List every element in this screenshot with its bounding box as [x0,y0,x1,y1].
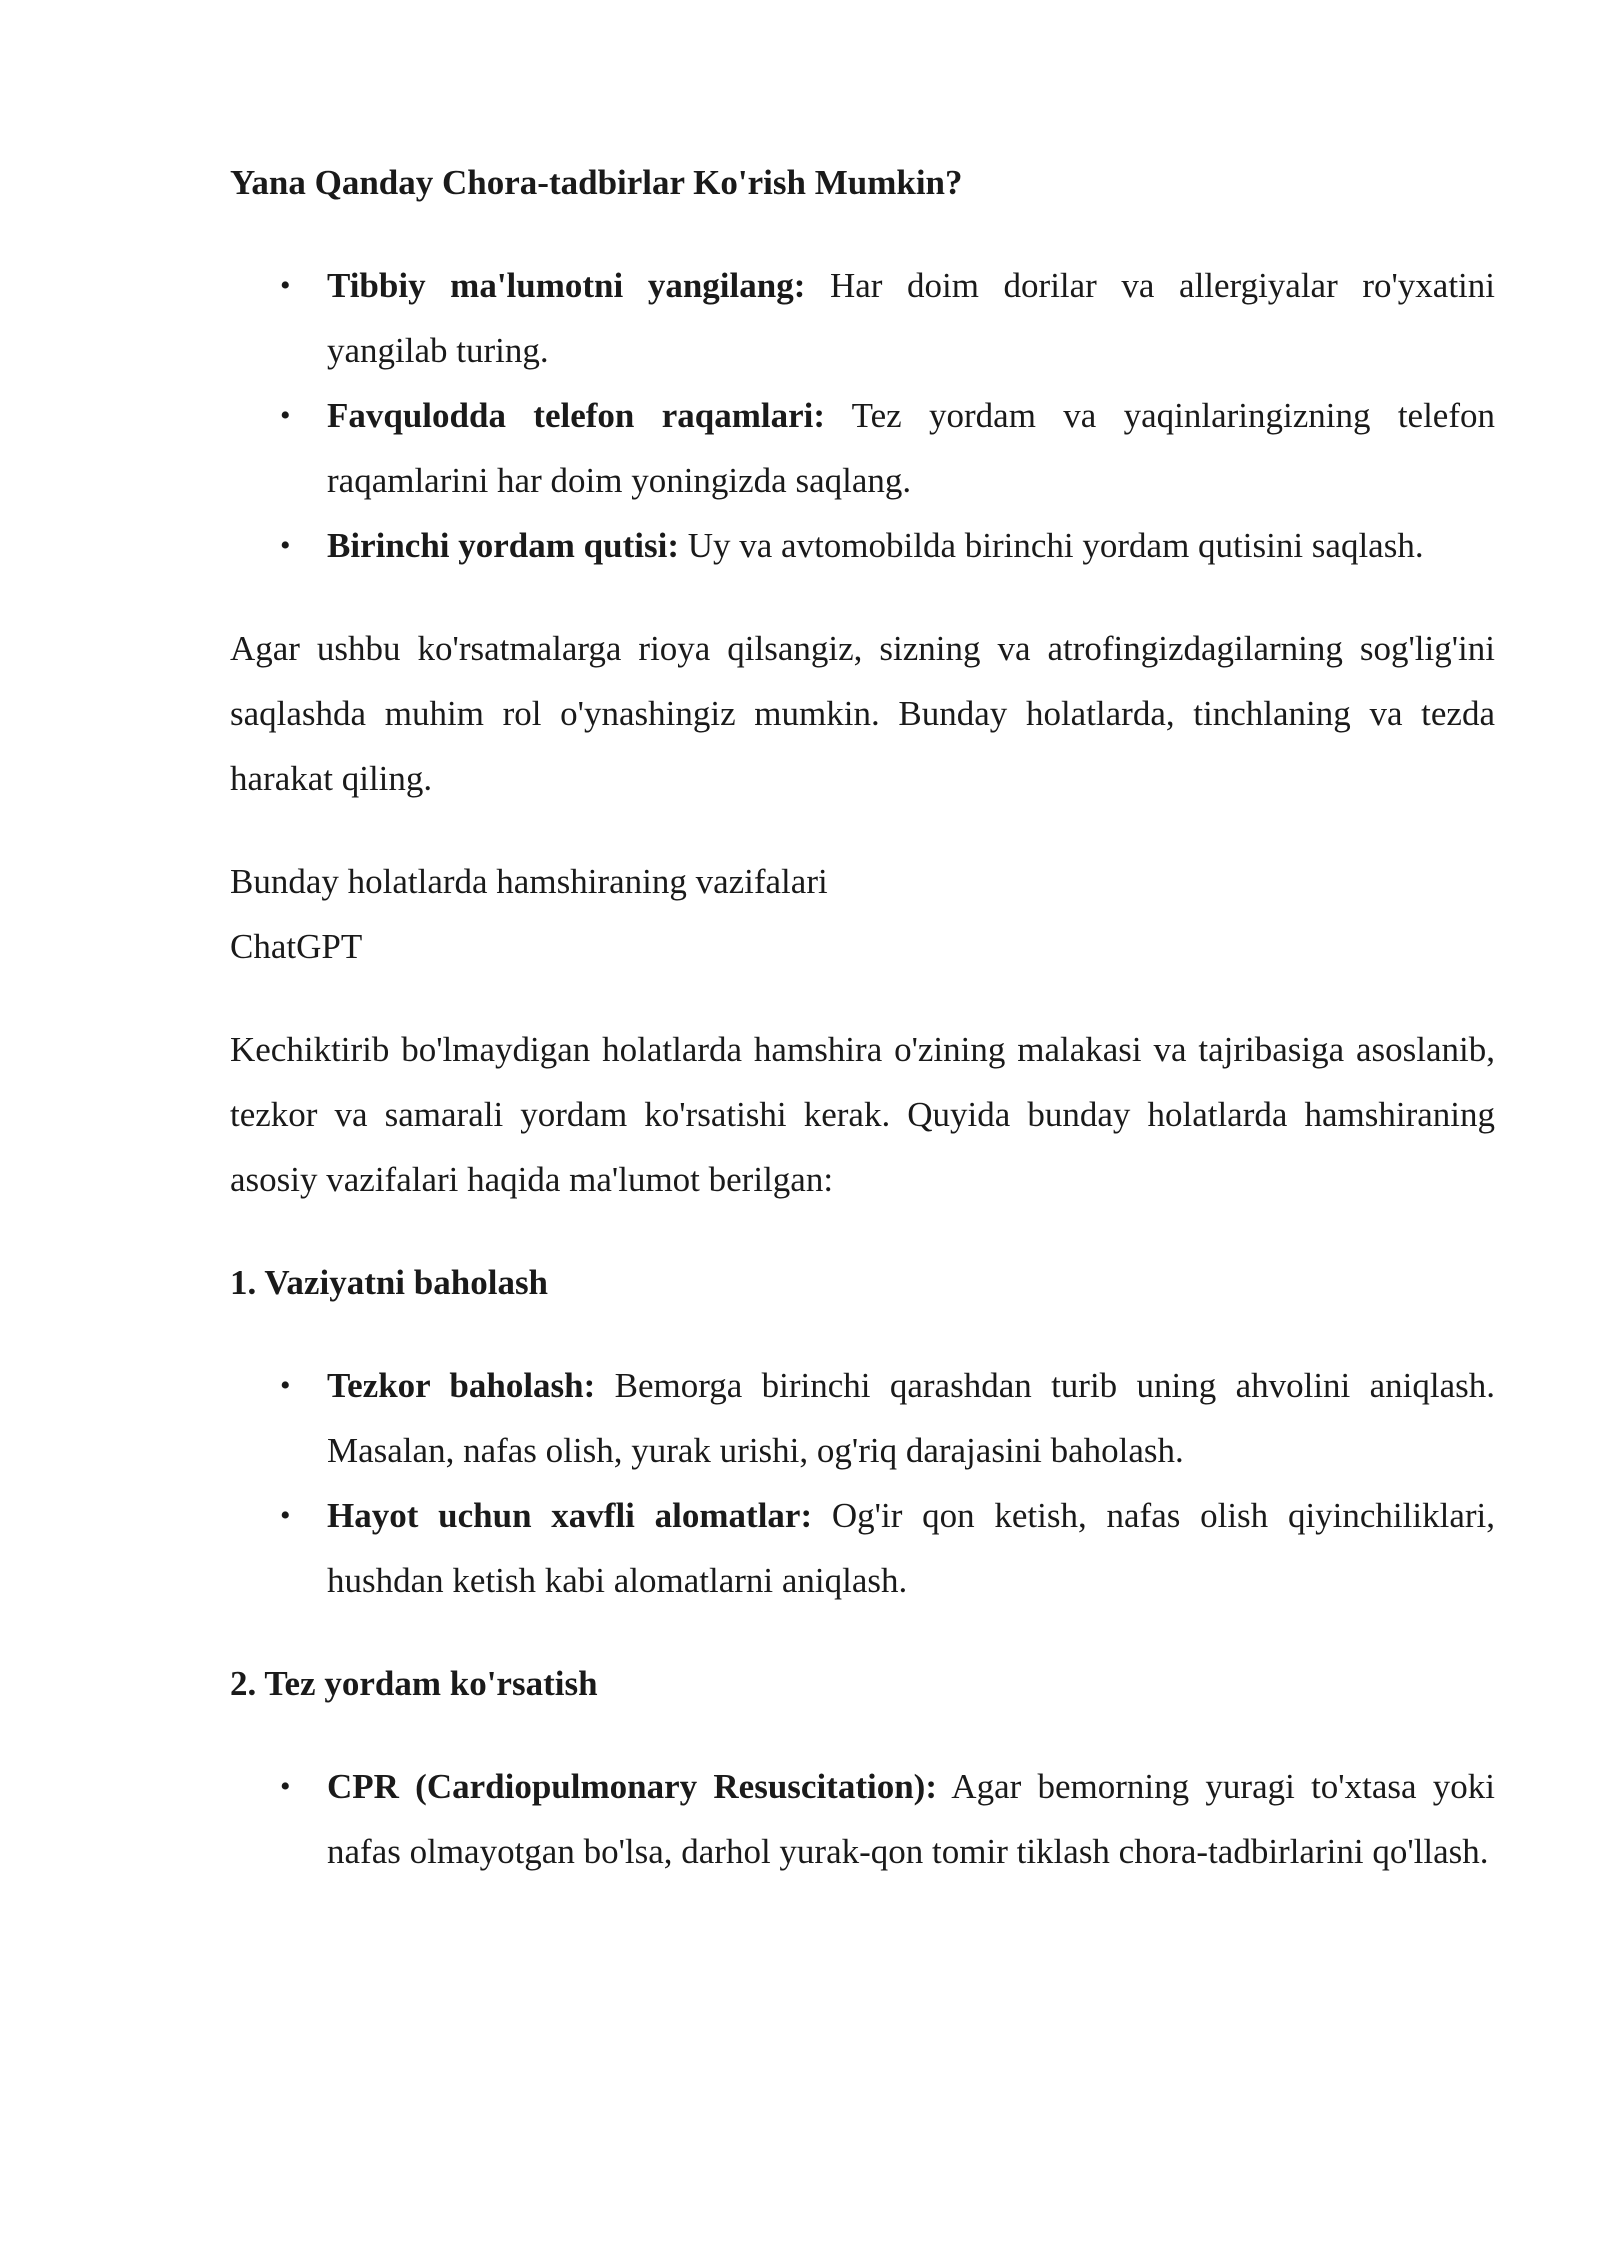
list-item-text: Uy va avtomobilda birinchi yordam qutisini saqlash. [678,526,1424,565]
chat-prompt-block [230,849,1495,979]
list-item [230,1353,1495,1483]
list-item-text: Agar bemorning yuragi to'xtasa yoki nafas olmayotgan bo'lsa, darhol yurak-qon tomir tiklash chora-tadbirlarini qo'llash. [327,1767,1495,1871]
bullet-icon: • [280,1369,291,1402]
paragraph-advice: Agar ushbu ko'rsatmalarga rioya qilsangiz, sizning va atrofingizdagilarning sog'lig'ini saqlashda muhim rol o'ynashingiz mumkin. Bunday holatlarda, tinchlaning va tezda harakat qiling. [230,629,1495,798]
list-item-text: Og'ir qon ketish, nafas olish qiyinchiliklari, hushdan ketish kabi alomatlarni aniqlash. [327,1496,1495,1600]
bullet-icon: • [280,269,291,302]
bullet-icon: • [280,399,291,432]
list-item-text: Bemorga birinchi qarashdan turib uning ahvolini aniqlash. Masalan, nafas olish, yurak urishi, og'riq darajasini baholash. [327,1366,1496,1470]
tips-list [230,253,1495,578]
prompt-line: Bunday holatlarda hamshiraning vazifalari [230,862,828,901]
list-item [230,513,1495,578]
list-item-term: Favqulodda telefon raqamlari: [327,396,825,435]
list-item-term: CPR (Cardiopulmonary Resuscitation): [327,1767,937,1806]
list-item [230,1483,1495,1613]
bullet-icon: • [280,1770,291,1803]
list-item-text: Tez yordam va yaqinlaringizning telefon raqamlarini har doim yoningizda saqlang. [327,396,1495,500]
section-title-assessment: 1. Vaziyatni baholash [230,1263,549,1302]
list-item-term: Tibbiy ma'lumotni yangilang: [327,266,806,305]
source-label: ChatGPT [230,927,363,966]
paragraph-intro: Kechiktirib bo'lmaydigan holatlarda hamshira o'zining malakasi va tajribasiga asoslanib, tezkor va samarali yordam ko'rsatishi kerak. Quyida bunday holatlarda hamshiraning asosiy vazifalari haqida ma'lumot berilgan: [230,1030,1495,1199]
assessment-list [230,1353,1495,1613]
first-aid-list [230,1754,1495,1884]
bullet-icon: • [280,1499,291,1532]
list-item-text: Har doim dorilar va allergiyalar ro'yxatini yangilab turing. [327,266,1496,370]
list-item [230,383,1495,513]
list-item-term: Tezkor baholash: [327,1366,596,1405]
bullet-icon: • [280,529,291,562]
list-item-term: Birinchi yordam qutisi: [327,526,679,565]
list-item [230,253,1495,383]
page-heading: Yana Qanday Chora-tadbirlar Ko'rish Mumkin? [230,163,963,202]
list-item-term: Hayot uchun xavfli alomatlar: [327,1496,813,1535]
list-item [230,1754,1495,1884]
document-page [230,150,1495,1884]
section-title-first-aid: 2. Tez yordam ko'rsatish [230,1664,598,1703]
